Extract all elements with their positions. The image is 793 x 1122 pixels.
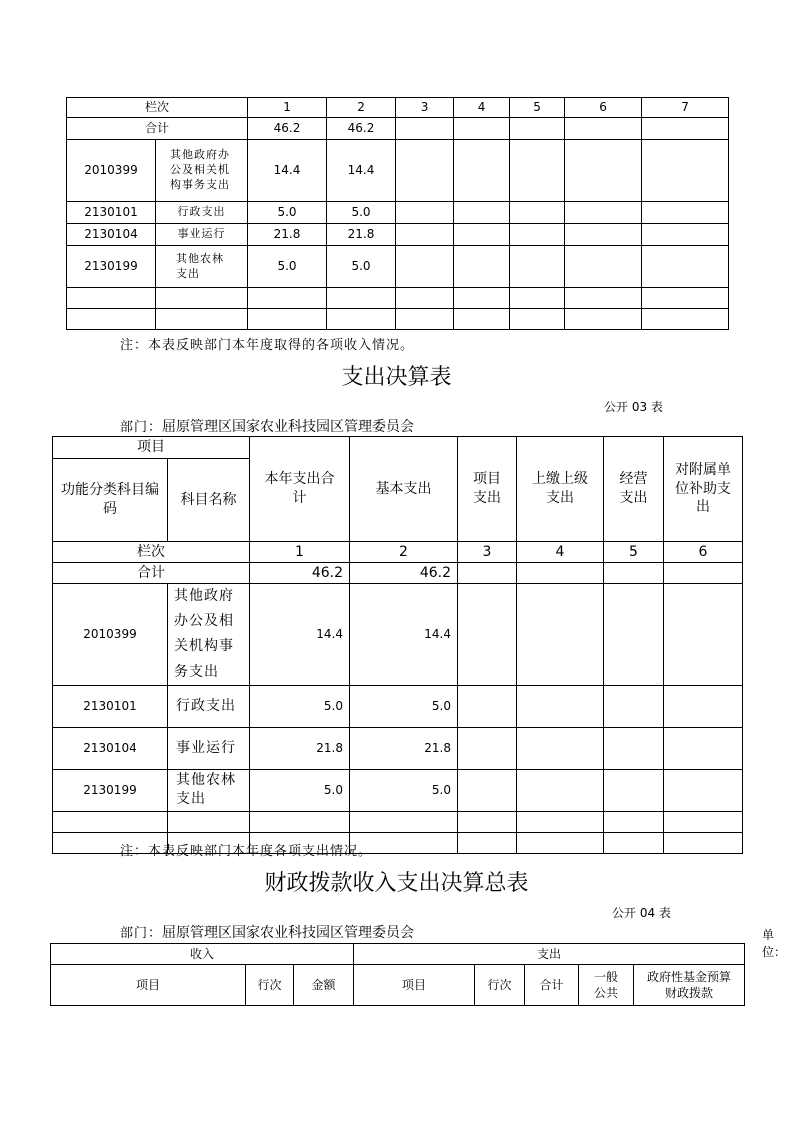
table-code: 公开 03 表 [604,400,663,414]
col-index: 7 [642,98,729,118]
row-code: 2010399 [67,140,156,202]
line-no-header: 行次 [246,965,294,1006]
table-row [53,727,743,769]
income-header: 收入 [51,944,354,965]
row-name: 其他农林支出 [168,769,250,811]
upper-header: 上缴上级支出 [517,437,604,542]
col-index: 4 [454,98,510,118]
col-index: 2 [327,98,396,118]
row-code: 2130101 [67,202,156,224]
item-header: 项目 [53,437,250,459]
department [120,416,414,436]
row-value: 14.4 [350,584,458,686]
row-name: 事业运行 [168,727,250,769]
total-label: 合计 [67,118,248,140]
row-code: 2130199 [67,246,156,288]
row-value: 5.0 [250,769,350,811]
dept-label: 部门： [120,926,163,941]
col-index: 1 [248,98,327,118]
expense-header: 支出 [354,944,745,965]
basic-header: 基本支出 [350,437,458,542]
line-no2-header: 行次 [475,965,525,1006]
row-value: 14.4 [248,140,327,202]
row-value: 5.0 [350,685,458,727]
department [120,922,414,942]
row-name: 行政支出 [168,685,250,727]
index-label: 栏次 [67,98,248,118]
row-code: 2130104 [53,727,168,769]
total-value: 46.2 [248,118,327,140]
row-code: 2130101 [53,685,168,727]
col-index: 5 [510,98,565,118]
row-name: 其他政府办公及相关机构事务支出 [156,140,248,202]
item-header: 项目 [51,965,246,1006]
total-value: 46.2 [327,118,396,140]
col-index: 6 [565,98,642,118]
dept-name: 屈原管理区国家农业科技园区管理委员会 [162,925,415,941]
row-value: 21.8 [350,727,458,769]
row-code: 2010399 [53,584,168,686]
col-index: 1 [250,542,350,563]
row-value: 5.0 [248,202,327,224]
col-index: 2 [350,542,458,563]
row-code: 2130104 [67,224,156,246]
expense-table [52,436,743,854]
fiscal-summary-table [50,943,745,1006]
row-name: 事业运行 [156,224,248,246]
row-value: 5.0 [327,202,396,224]
total-value: 46.2 [250,563,350,584]
total-header: 本年支出合计 [250,437,350,542]
row-value: 5.0 [350,769,458,811]
col-index: 6 [664,542,743,563]
subsidy-header: 对附属单位补助支出 [664,437,743,542]
table1-note: 注：本表反映部门本年度取得的各项收入情况。 [120,338,415,353]
row-value: 5.0 [248,246,327,288]
func-code-header: 功能分类科目编码 [53,459,168,542]
total-header: 合计 [525,965,579,1006]
row-value: 5.0 [250,685,350,727]
row-value: 21.8 [327,224,396,246]
total-value: 46.2 [350,563,458,584]
row-value: 14.4 [250,584,350,686]
general-header: 一般公共 [579,965,634,1006]
row-code: 2130199 [53,769,168,811]
item2-header: 项目 [354,965,475,1006]
business-header: 经营支出 [604,437,664,542]
table-row [67,140,729,202]
col-index: 5 [604,542,664,563]
row-value: 5.0 [327,246,396,288]
row-name: 其他政府办公及相关机构事务支出 [168,584,250,686]
project-header: 项目支出 [458,437,517,542]
table2-note: 注：本表反映部门本年度各项支出情况。 [120,844,373,859]
section-title: 财政拨款收入支出决算总表 [264,871,529,896]
total-label: 合计 [53,563,250,584]
table-code: 公开 04 表 [612,906,671,920]
row-name: 其他农林支出 [156,246,248,288]
income-table [66,97,729,330]
dept-name: 屈原管理区国家农业科技园区管理委员会 [162,419,415,435]
col-index: 3 [396,98,454,118]
table-row [53,584,743,686]
index-label: 栏次 [53,542,250,563]
row-value: 21.8 [248,224,327,246]
dept-label: 部门： [120,420,163,435]
table-row [67,246,729,288]
unit-label: 单位： [762,928,787,959]
col-index: 3 [458,542,517,563]
row-value: 21.8 [250,727,350,769]
row-name: 行政支出 [156,202,248,224]
table-row [67,202,729,224]
subject-name-header: 科目名称 [168,459,250,542]
fund-header: 政府性基金预算财政拨款 [634,965,745,1006]
table-row [67,224,729,246]
col-index: 4 [517,542,604,563]
amount-header: 金额 [294,965,354,1006]
page-title: 支出决算表 [341,365,452,390]
table-row [53,769,743,811]
table-row [53,685,743,727]
row-value: 14.4 [327,140,396,202]
